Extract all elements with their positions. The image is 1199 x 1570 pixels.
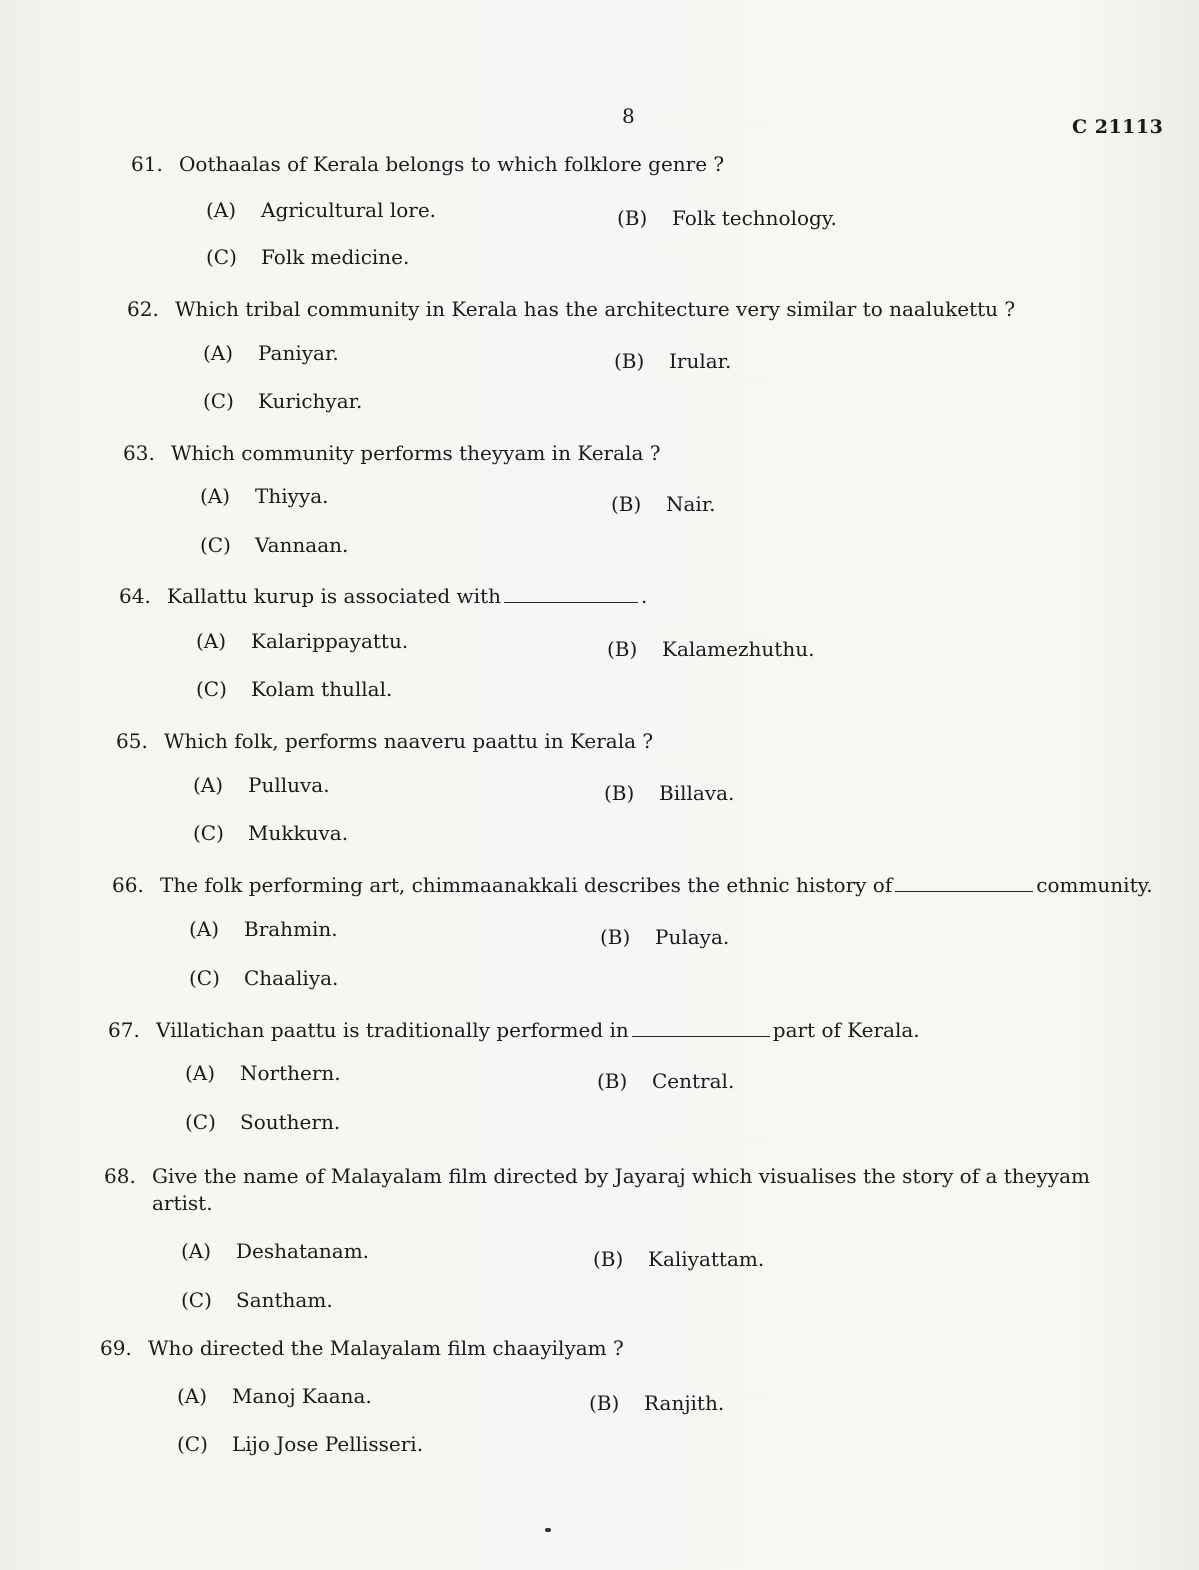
question-number: 63. xyxy=(123,441,155,465)
option-62-c: (C) Kurichyar. xyxy=(203,389,363,413)
question-text: Which community performs theyyam in Kerala ? xyxy=(171,441,661,465)
question-text: Which folk, performs naaveru paattu in Kerala ? xyxy=(164,729,654,753)
option-61-c: (C) Folk medicine. xyxy=(206,245,410,269)
option-66-a: (A) Brahmin. xyxy=(189,917,338,941)
option-65-b: (B) Billava. xyxy=(604,781,735,805)
option-64-c: (C) Kolam thullal. xyxy=(196,677,393,701)
option-64-b: (B) Kalamezhuthu. xyxy=(607,637,815,661)
option-62-a: (A) Paniyar. xyxy=(203,341,339,365)
option-64-a: (A) Kalarippayattu. xyxy=(196,629,409,653)
question-text: Give the name of Malayalam film directed by Jayaraj which visualises the story of a theyyam xyxy=(152,1164,1090,1188)
question-number: 69. xyxy=(100,1336,132,1360)
question-number: 68. xyxy=(104,1164,136,1188)
option-62-b: (B) Irular. xyxy=(614,349,732,373)
option-63-a: (A) Thiyya. xyxy=(200,484,329,508)
question-number: 66. xyxy=(112,873,144,897)
option-67-b: (B) Central. xyxy=(597,1069,735,1093)
question-66: 66. The folk performing art, chimmaanakkali describes the ethnic history of community. xyxy=(112,873,1153,897)
question-65 xyxy=(116,727,653,755)
option-63-c: (C) Vannaan. xyxy=(200,533,349,557)
question-68-line2: artist. xyxy=(152,1191,213,1215)
question-62 xyxy=(127,295,1015,323)
option-69-a: (A) Manoj Kaana. xyxy=(177,1384,372,1408)
question-number: 64. xyxy=(119,584,151,608)
answer-blank xyxy=(632,1022,770,1037)
option-61-a: (A) Agricultural lore. xyxy=(206,198,437,222)
paper-code: C 21113 xyxy=(1072,116,1164,138)
question-64: 64. Kallattu kurup is associated with . xyxy=(119,584,648,608)
option-69-b: (B) Ranjith. xyxy=(589,1391,725,1415)
page-number: 8 xyxy=(622,104,635,128)
question-text: Kallattu kurup is associated with xyxy=(167,584,501,608)
question-number: 65. xyxy=(116,729,148,753)
option-69-c: (C) Lijo Jose Pellisseri. xyxy=(177,1432,424,1456)
question-number: 61. xyxy=(131,152,163,176)
option-68-c: (C) Santham. xyxy=(181,1288,333,1312)
option-65-c: (C) Mukkuva. xyxy=(193,821,349,845)
option-67-a: (A) Northern. xyxy=(185,1061,341,1085)
question-67: 67. Villatichan paattu is traditionally performed in part of Kerala. xyxy=(108,1018,920,1042)
question-text: Which tribal community in Kerala has the architecture very similar to naalukettu ? xyxy=(175,297,1016,321)
option-61-b: (B) Folk technology. xyxy=(617,206,837,230)
option-68-b: (B) Kaliyattam. xyxy=(593,1247,765,1271)
answer-blank xyxy=(504,588,638,603)
question-text: Villatichan paattu is traditionally performed in xyxy=(156,1018,629,1042)
question-number: 67. xyxy=(108,1018,140,1042)
option-68-a: (A) Deshatanam. xyxy=(181,1239,370,1263)
question-text: The folk performing art, chimmaanakkali describes the ethnic history of xyxy=(160,873,893,897)
option-66-c: (C) Chaaliya. xyxy=(189,966,339,990)
option-65-a: (A) Pulluva. xyxy=(193,773,330,797)
question-text: Oothaalas of Kerala belongs to which folklore genre ? xyxy=(179,152,725,176)
page-mark xyxy=(545,1528,551,1532)
option-63-b: (B) Nair. xyxy=(611,492,716,516)
question-63 xyxy=(123,439,660,467)
question-69 xyxy=(100,1334,624,1362)
option-67-c: (C) Southern. xyxy=(185,1110,341,1134)
question-text: Who directed the Malayalam film chaayilyam ? xyxy=(148,1336,624,1360)
question-68 xyxy=(104,1162,1090,1190)
question-61 xyxy=(131,150,724,178)
answer-blank xyxy=(895,877,1033,892)
option-66-b: (B) Pulaya. xyxy=(600,925,730,949)
question-number: 62. xyxy=(127,297,159,321)
